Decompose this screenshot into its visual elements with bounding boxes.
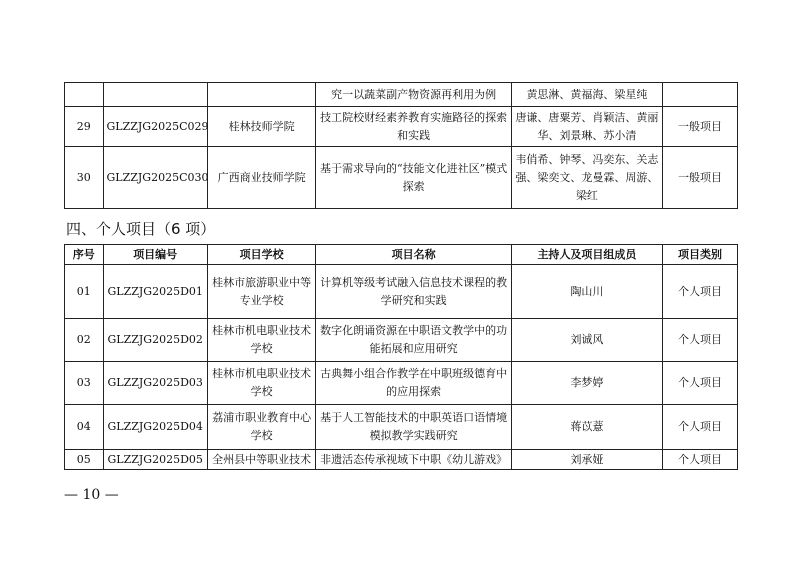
cell-no: 30 — [65, 147, 104, 209]
previous-projects-table — [64, 82, 738, 209]
cell-no: 29 — [65, 107, 104, 147]
cell-type: 一般项目 — [662, 147, 737, 209]
cell-no: 02 — [65, 319, 104, 362]
table-header-row — [65, 245, 738, 265]
cell-type: 个人项目 — [662, 450, 737, 470]
header-school: 项目学校 — [207, 245, 315, 265]
cell-project-name: 非遗活态传承视域下中职《幼儿游戏》 — [316, 450, 512, 470]
cell-school: 桂林技师学院 — [207, 107, 315, 147]
cell-no: 04 — [65, 405, 104, 450]
header-members: 主持人及项目组成员 — [511, 245, 662, 265]
cell-no: 03 — [65, 362, 104, 405]
cell-type: 个人项目 — [662, 319, 737, 362]
page-number: — 10 — — [64, 487, 119, 503]
cell-members: 黄思淋、黄福海、梁星纯 — [511, 83, 662, 107]
cell-members: 唐谦、唐粟芳、肖颖洁、黄丽华、刘景琳、苏小清 — [511, 107, 662, 147]
cell-code: GLZZJG2025D04 — [103, 405, 207, 450]
table-row — [65, 83, 738, 107]
cell-project-name: 基于人工智能技术的中职英语口语情境模拟教学实践研究 — [316, 405, 512, 450]
cell-members: 韦俏希、钟琴、冯奕东、关志强、梁奕文、龙曼霖、周游、梁红 — [511, 147, 662, 209]
cell-type — [662, 83, 737, 107]
table-row — [65, 107, 738, 147]
cell-code: GLZZJG2025D03 — [103, 362, 207, 405]
section-heading: 四、个人项目（6 项） — [66, 220, 216, 238]
cell-code: GLZZJG2025D05 — [103, 450, 207, 470]
cell-code — [103, 83, 207, 107]
cell-project-name: 古典舞小组合作教学在中职班级德育中的应用探索 — [316, 362, 512, 405]
individual-projects-table — [64, 244, 738, 470]
cell-no — [65, 83, 104, 107]
cell-members: 刘诚风 — [511, 319, 662, 362]
cell-code: GLZZJG2025D01 — [103, 265, 207, 319]
table-row — [65, 450, 738, 470]
header-no: 序号 — [65, 245, 104, 265]
cell-type: 个人项目 — [662, 265, 737, 319]
cell-no: 05 — [65, 450, 104, 470]
cell-project-name: 计算机等级考试融入信息技术课程的教学研究和实践 — [316, 265, 512, 319]
cell-school: 桂林市机电职业技术学校 — [207, 319, 315, 362]
header-code: 项目编号 — [103, 245, 207, 265]
header-project-name: 项目名称 — [316, 245, 512, 265]
cell-project-name: 基于需求导向的“技能文化进社区”模式探索 — [316, 147, 512, 209]
cell-school: 桂林市机电职业技术学校 — [207, 362, 315, 405]
cell-members: 陶山川 — [511, 265, 662, 319]
cell-code: GLZZJG2025C029 — [103, 107, 207, 147]
cell-no: 01 — [65, 265, 104, 319]
table-row — [65, 405, 738, 450]
cell-type: 一般项目 — [662, 107, 737, 147]
cell-members: 蒋苡薏 — [511, 405, 662, 450]
cell-project-name: 技工院校财经素养教育实施路径的探索和实践 — [316, 107, 512, 147]
cell-school: 荔浦市职业教育中心学校 — [207, 405, 315, 450]
cell-type: 个人项目 — [662, 362, 737, 405]
cell-school — [207, 83, 315, 107]
cell-code: GLZZJG2025C030 — [103, 147, 207, 209]
table-row — [65, 265, 738, 319]
table-row — [65, 319, 738, 362]
cell-school: 全州县中等职业技术 — [207, 450, 315, 470]
cell-type: 个人项目 — [662, 405, 737, 450]
cell-code: GLZZJG2025D02 — [103, 319, 207, 362]
cell-project-name: 究一以蔬菜副产物资源再利用为例 — [316, 83, 512, 107]
cell-school: 广西商业技师学院 — [207, 147, 315, 209]
cell-school: 桂林市旅游职业中等专业学校 — [207, 265, 315, 319]
table-row — [65, 362, 738, 405]
cell-members: 李梦婷 — [511, 362, 662, 405]
cell-project-name: 数字化朗诵资源在中职语文教学中的功能拓展和应用研究 — [316, 319, 512, 362]
table-row — [65, 147, 738, 209]
header-type: 项目类别 — [662, 245, 737, 265]
cell-members: 刘承娅 — [511, 450, 662, 470]
